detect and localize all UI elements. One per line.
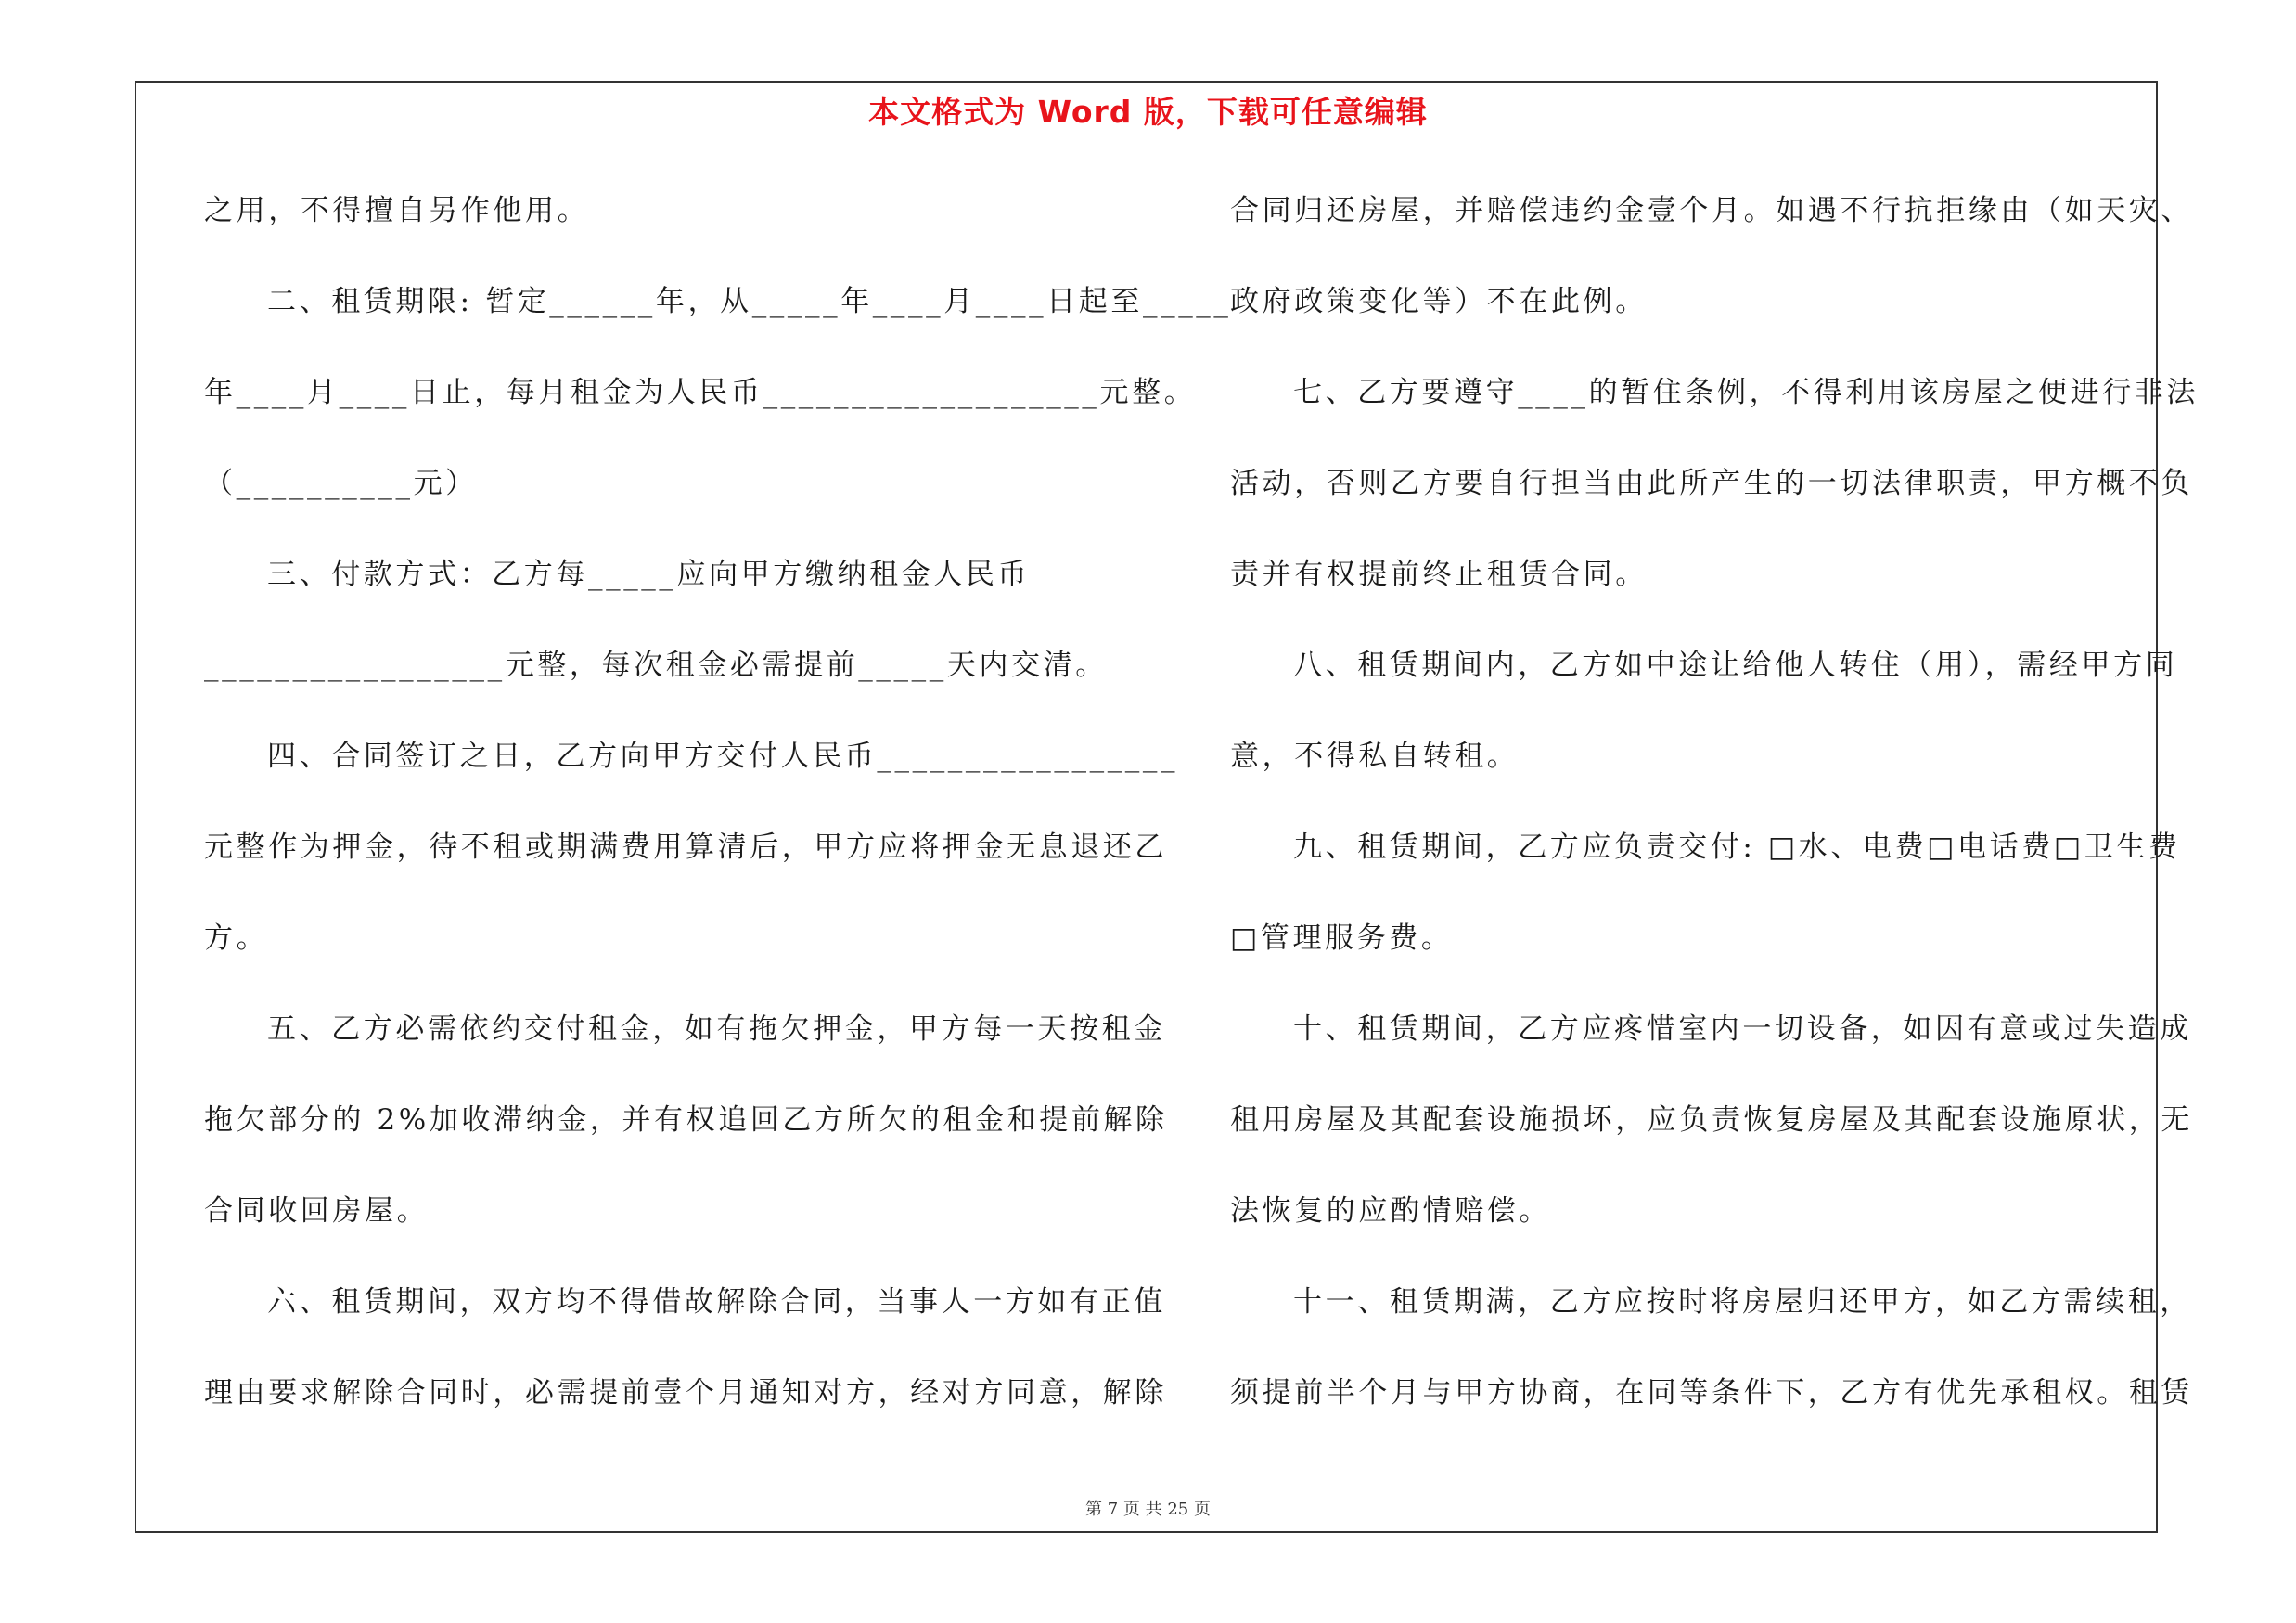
text-line: 九、租赁期间，乙方应负责交付: □水、电费□电话费□卫生费: [1293, 831, 2181, 864]
page-number: 第 7 页 共 25 页: [1085, 1500, 1211, 1519]
text-line: 二、租赁期限: 暂定______年，从_____年____月____日起至_____: [267, 285, 1232, 318]
text-line: 法恢复的应酌情赔偿。: [1230, 1194, 1551, 1228]
text-line: 七、乙方要遵守____的暂住条例，不得利用该房屋之便进行非法: [1293, 376, 2199, 409]
right-column: [1230, 186, 2199, 1459]
text-line: □管理服务费。: [1230, 921, 1454, 955]
text-line: 方。: [204, 921, 269, 955]
text-line: _________________元整，每次租金必需提前_____天内交清。: [204, 649, 1108, 682]
text-line: 活动，否则乙方要自行担当由此所产生的一切法律职责，甲方概不负: [1230, 467, 2193, 500]
text-line: 三、付款方式：乙方每_____应向甲方缴纳租金人民币: [267, 558, 1031, 591]
text-line: 合同收回房屋。: [204, 1194, 430, 1228]
text-line: 理由要求解除合同时，必需提前壹个月通知对方，经对方同意，解除: [204, 1376, 1167, 1410]
text-line: 意，不得私自转租。: [1230, 740, 1520, 773]
text-line: 责并有权提前终止租赁合同。: [1230, 558, 1648, 591]
text-line: 元整作为押金，待不租或期满费用算清后，甲方应将押金无息退还乙: [204, 831, 1167, 864]
text-line: 租用房屋及其配套设施损坏，应负责恢复房屋及其配套设施原状，无: [1230, 1103, 2193, 1137]
format-banner: 本文格式为 Word 版，下载可任意编辑: [868, 94, 1428, 130]
text-line: 十一、租赁期满，乙方应按时将房屋归还甲方，如乙方需续租，: [1293, 1285, 2192, 1319]
text-line: 之用，不得擅自另作他用。: [204, 194, 590, 227]
text-line: 六、租赁期间，双方均不得借故解除合同，当事人一方如有正值: [267, 1285, 1166, 1319]
text-line: 四、合同签订之日，乙方向甲方交付人民币_________________: [267, 740, 1179, 773]
text-line: 政府政策变化等）不在此例。: [1230, 285, 1648, 318]
text-line: 合同归还房屋，并赔偿违约金壹个月。如遇不行抗拒缘由（如天灾、: [1230, 194, 2193, 227]
text-line: 八、租赁期间内，乙方如中途让给他人转住（用），需经甲方同: [1293, 649, 2178, 682]
text-line: 五、乙方必需依约交付租金，如有拖欠押金，甲方每一天按租金: [267, 1012, 1166, 1046]
text-line: 十、租赁期间，乙方应疼惜室内一切设备，如因有意或过失造成: [1293, 1012, 2192, 1046]
left-column: [204, 186, 1232, 1459]
text-line: （__________元）: [204, 467, 478, 500]
text-line: 年____月____日止，每月租金为人民币___________________元整。: [204, 376, 1197, 409]
text-line: 须提前半个月与甲方协商，在同等条件下，乙方有优先承租权。租赁: [1230, 1376, 2193, 1410]
text-line: 拖欠部分的 2%加收滞纳金，并有权追回乙方所欠的租金和提前解除: [204, 1103, 1168, 1137]
